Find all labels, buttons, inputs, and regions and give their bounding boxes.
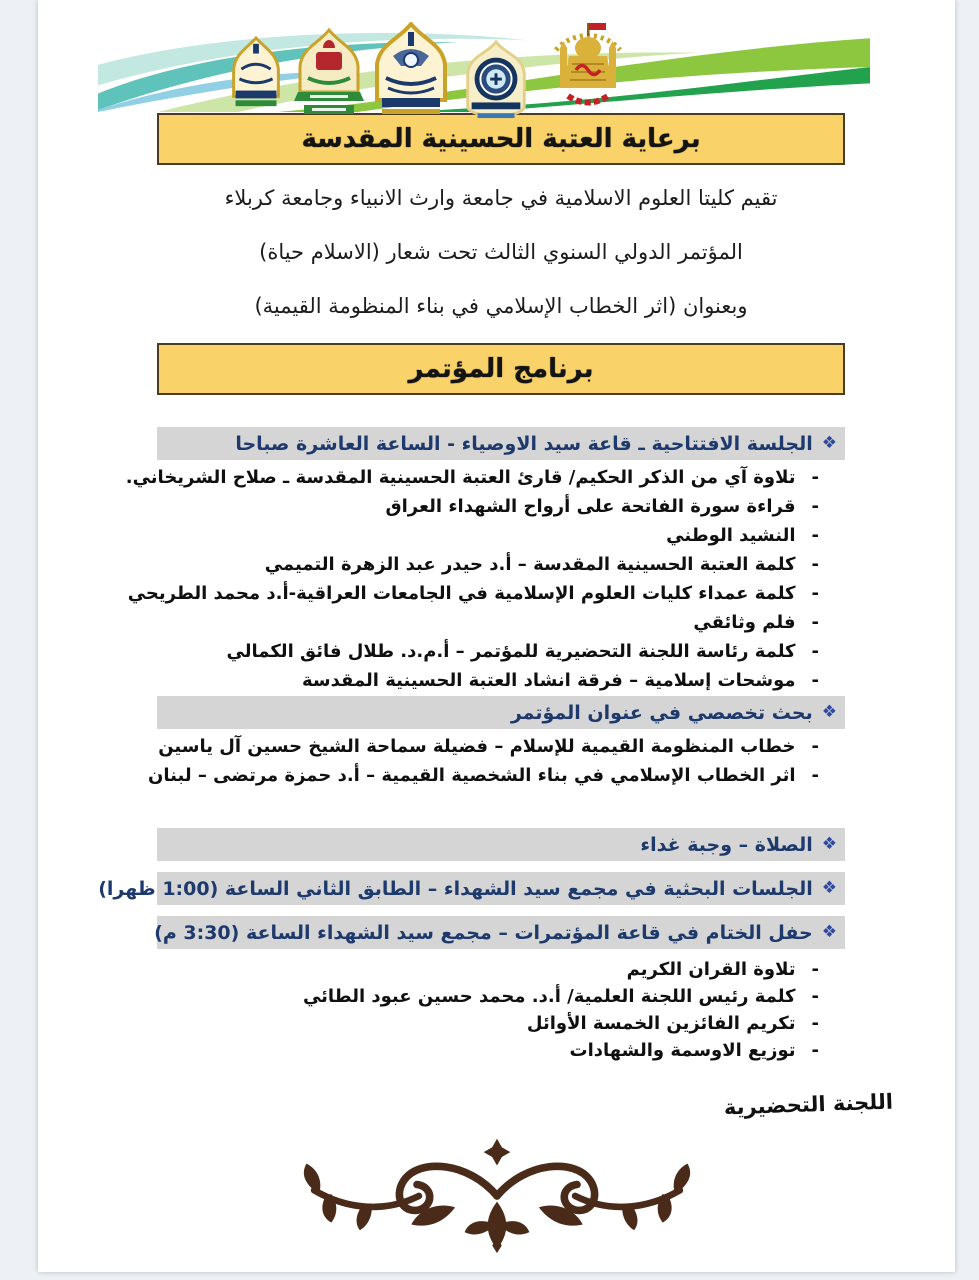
list-item: - تلاوة آي من الذكر الحكيم/ قارئ العتبة الحسينية المقدسة ـ صلاح الشريخاني. [125, 467, 819, 488]
diamond-marker-icon: ❖ [821, 433, 837, 453]
list-item: - اثر الخطاب الإسلامي في بناء الشخصية القيمية – أ.د حمزة مرتضى – لبنان [148, 765, 819, 786]
flourish-ornament [297, 1136, 697, 1254]
list-item: - موشحات إسلامية – فرقة انشاد العتبة الحسينية المقدسة [301, 670, 819, 691]
intro-line-1: تقيم كليتا العلوم الاسلامية في جامعة وارث الانبياء وجامعة كربلاء [224, 186, 778, 210]
list-item: - كلمة رئاسة اللجنة التحضيرية للمؤتمر – أ.م.د. طلال فائق الكمالي [226, 641, 819, 662]
program-content [98, 427, 845, 1064]
header-banner [38, 0, 955, 113]
list-item: - قراءة سورة الفاتحة على أرواح الشهداء العراق [385, 496, 819, 517]
list-item: - كلمة رئيس اللجنة العلمية/ أ.د. محمد حسين عبود الطائي [302, 986, 819, 1007]
warith-university-logo-large [368, 22, 454, 118]
list-item: - توزيع الاوسمة والشهادات [569, 1040, 819, 1061]
section-prayer-lunch [157, 828, 845, 861]
hussainiya-shrine-logo [538, 18, 638, 110]
preparatory-committee-signature: اللجنة التحضيرية [723, 1089, 894, 1120]
program-banner [157, 343, 845, 395]
specialized-research-items [148, 732, 845, 790]
diamond-marker-icon: ❖ [821, 878, 837, 898]
diamond-marker-icon: ❖ [821, 702, 837, 722]
diamond-marker-icon: ❖ [821, 922, 837, 942]
list-item: - كلمة عمداء كليات العلوم الإسلامية في الجامعات العراقية-أ.د محمد الطريحي [127, 583, 819, 604]
section-title: الجلسات البحثية في مجمع سيد الشهداء – الطابق الثاني الساعة (1:00 ظهرا) [98, 877, 813, 900]
list-item: - كلمة العتبة الحسينية المقدسة – أ.د حيدر عبد الزهرة التميمي [264, 554, 819, 575]
section-opening-session [157, 427, 845, 460]
list-item: - تكريم الفائزين الخمسة الأوائل [526, 1013, 819, 1034]
document-page [38, 0, 955, 1272]
opening-session-items [125, 463, 845, 695]
list-item: - النشيد الوطني [666, 525, 819, 546]
patronage-banner-text: برعاية العتبة الحسينية المقدسة [301, 124, 701, 154]
section-closing-ceremony [154, 916, 845, 949]
section-title: بحث تخصصي في عنوان المؤتمر [510, 701, 813, 724]
program-banner-text: برنامج المؤتمر [408, 354, 594, 384]
list-item: - تلاوة القران الكريم [626, 959, 819, 980]
section-title: حفل الختام في قاعة المؤتمرات – مجمع سيد الشهداء الساعة (3:30 م) [154, 921, 813, 944]
section-title: الجلسة الافتتاحية ـ قاعة سيد الاوصياء - الساعة العاشرة صباحا [235, 432, 813, 455]
intro-line-3: وبعنوان (اثر الخطاب الإسلامي في بناء المنظومة القيمية) [254, 294, 748, 318]
intro-line-2: المؤتمر الدولي السنوي الثالث تحت شعار (الاسلام حياة) [259, 240, 743, 264]
closing-ceremony-items [157, 956, 845, 1064]
section-specialized-research [157, 696, 845, 729]
section-title: الصلاة – وجبة غداء [640, 833, 813, 856]
diamond-marker-icon: ❖ [821, 834, 837, 854]
section-research-sessions [98, 872, 845, 905]
karbala-university-logo [292, 28, 366, 116]
islamic-college-logo [458, 40, 534, 122]
list-item: - فلم وثائقي [693, 612, 819, 633]
intro-text [157, 181, 845, 323]
warith-university-logo-small [227, 36, 285, 112]
list-item: - خطاب المنظومة القيمية للإسلام – فضيلة سماحة الشيخ حسين آل ياسين [158, 736, 819, 757]
